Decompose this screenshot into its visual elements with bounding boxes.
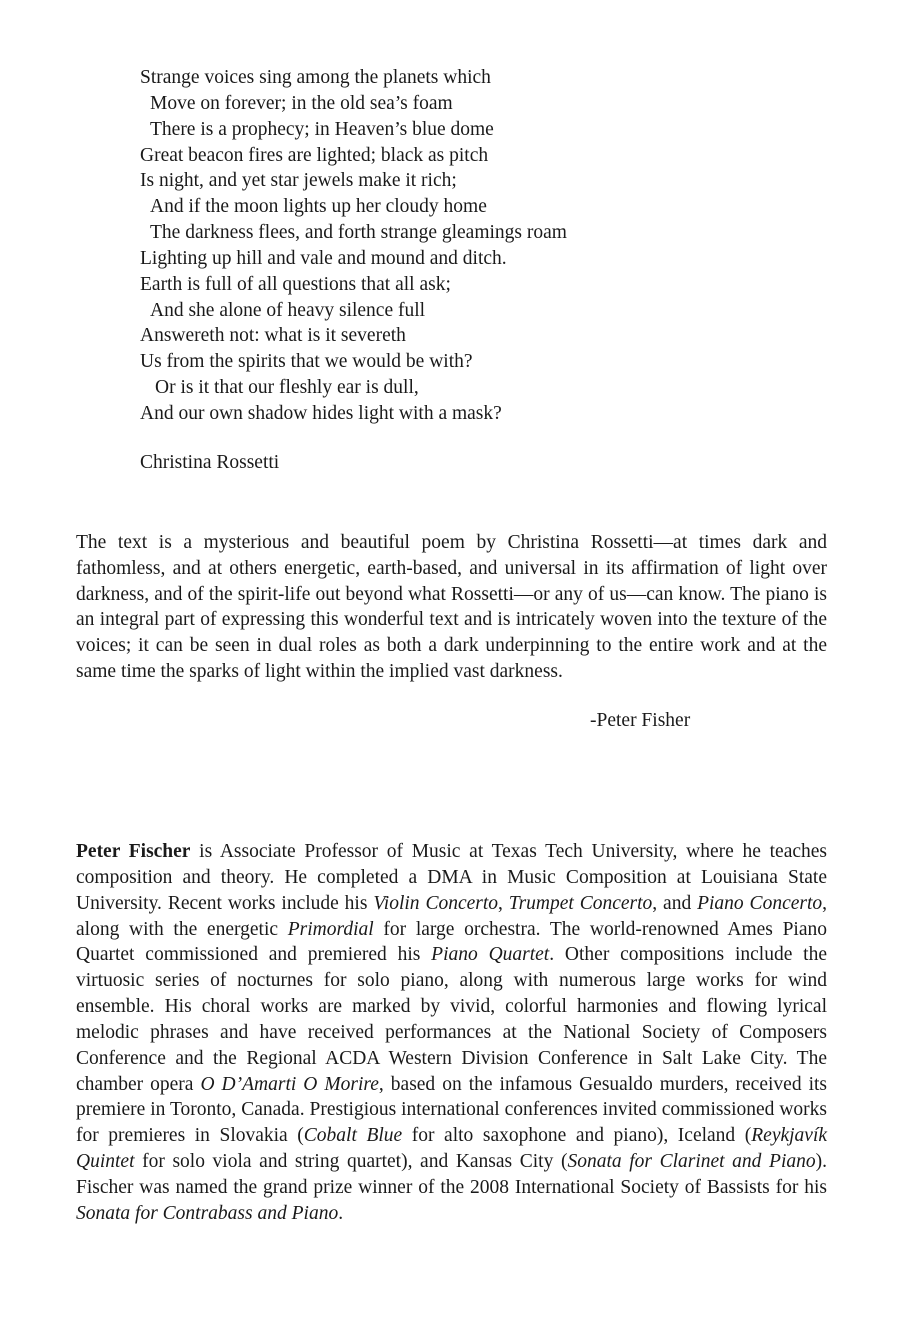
poem-line: Earth is full of all questions that all ask; xyxy=(140,273,451,295)
bio-text: ). Fischer was named the grand prize winner of the 2008 International Society of Bassists for his xyxy=(76,1151,827,1198)
poem-line: And she alone of heavy silence full xyxy=(150,299,426,321)
poem-line: Answereth not: what is it severeth xyxy=(140,325,406,347)
poem-line: Move on forever; in the old sea’s foam xyxy=(150,92,453,114)
bio-work-title: Piano Concerto xyxy=(697,892,823,914)
bio-work-title: Reykjavík Quintet xyxy=(76,1125,828,1173)
poem-line: Is night, and yet star jewels make it rich; xyxy=(140,170,457,192)
commentary-signature: -Peter Fisher xyxy=(590,710,691,731)
bio-text: . Other compositions include the virtuosic series of nocturnes for solo piano, along with numerous large works for wind ensemble. His choral works are marked by vivid, colorful harmonies and flowing lyrical melodic phrases and have received performances at the National Society of Composers Conference and the Regional ACDA Western Division Conference in Salt Lake City. The chamber opera xyxy=(76,944,827,1095)
bio-work-title: Primordial xyxy=(287,918,374,940)
poem-line: Great beacon fires are lighted; black as pitch xyxy=(140,144,489,166)
poem-line: Lighting up hill and vale and mound and ditch. xyxy=(140,247,507,269)
poem-line: The darkness flees, and forth strange gleamings roam xyxy=(150,222,567,244)
bio-work-title: Trumpet Concerto xyxy=(508,892,653,914)
bio-text: is Associate Professor of Music at Texas Tech University, where he teaches composition and theory. He completed a DMA in Music Composition at Louisiana State University. Recent works include his xyxy=(76,841,827,914)
bio-text: . xyxy=(338,1202,344,1224)
poem-line: And if the moon lights up her cloudy home xyxy=(150,196,487,218)
poem-line: Us from the spirits that we would be with? xyxy=(140,351,473,373)
bio-work-title: Piano Quartet xyxy=(431,944,550,966)
poem-author: Christina Rossetti xyxy=(140,452,280,473)
bio-work-title: Sonata for Contrabass and Piano xyxy=(76,1202,339,1224)
bio-work-title: Cobalt Blue xyxy=(303,1125,403,1147)
poem xyxy=(140,65,567,427)
bio-text: for large orchestra. The world-renowned Ames Piano Quartet commissioned and premiered his xyxy=(76,918,827,966)
poem-line: There is a prophecy; in Heaven’s blue dome xyxy=(150,118,494,140)
composer-bio xyxy=(76,839,827,1227)
bio-work-title: Sonata for Clarinet and Piano xyxy=(567,1151,816,1173)
bio-work-title: Violin Concerto xyxy=(373,892,499,914)
bio-text: , and xyxy=(652,892,698,914)
bio-text: , xyxy=(498,892,509,914)
commentary-paragraph: The text is a mysterious and beautiful poem by Christina Rossetti—at times dark and fathomless, and at others energetic, earth-based, and universal in its affirmation of light over darkness, and of the spirit-life out beyond what Rossetti—or any of us—can know. The piano is an integral part of expressing this wonderful text and is intricately woven into the texture of the voices; it can be seen in dual roles as both a dark underpinning to the entire work and at the same time the sparks of light within the implied vast darkness. xyxy=(76,532,827,682)
bio-text: for alto saxophone and piano), Iceland ( xyxy=(402,1125,752,1147)
poem-line: Strange voices sing among the planets which xyxy=(140,67,491,88)
bio-text: , based on the infamous Gesualdo murders, received its premiere in Toronto, Canada. Prestigious international conferences invited commissioned works for premieres in Slovakia ( xyxy=(76,1073,827,1147)
bio-work-title: O D’Amarti O Morire xyxy=(200,1073,379,1095)
bio-text: for solo viola and string quartet), and Kansas City ( xyxy=(134,1151,568,1173)
poem-line: Or is it that our fleshly ear is dull, xyxy=(155,377,419,399)
bio-name: Peter Fischer xyxy=(76,841,191,862)
bio-text: , along with the energetic xyxy=(76,892,828,940)
poem-line: And our own shadow hides light with a mask? xyxy=(140,402,502,424)
